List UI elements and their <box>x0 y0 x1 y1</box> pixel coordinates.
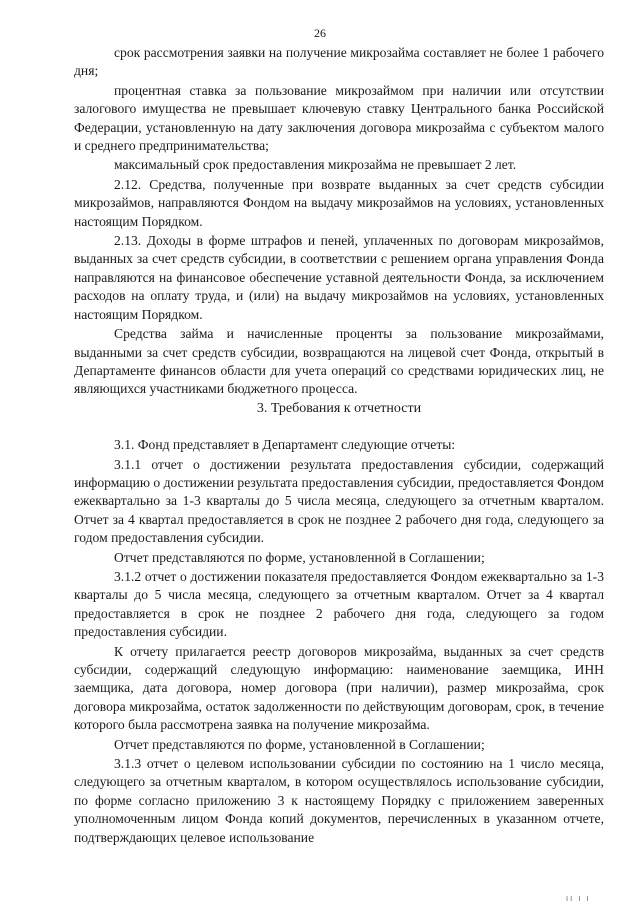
paragraph-loan-registry: К отчету прилагается реестр договоров микрозайма, выданных за счет средств субсидии, содержащий следующую информацию: наименование заемщика, ИНН заемщика, дата договора, номер договора (при наличии), размер микрозайма, срок договора микрозайма, остаток задолженности по действующим договорам, срок, в течение которого была рассмотрена заявка на получение микрозайма. <box>74 643 604 733</box>
paragraph-2-13: 2.13. Доходы в форме штрафов и пеней, уплаченных по договорам микрозаймов, выданных за счет средств субсидии, в соответствии с решением органа управления Фонда направляются на финансовое обеспечение уставной деятельности Фонда, за исключением расходов на оплату труда, и (или) на выдачу микрозаймов на условиях, установленных настоящим Порядком. <box>74 233 604 322</box>
section-heading: 3. Требования к отчетности <box>256 400 422 416</box>
paragraph-report-form-2: Отчет представляются по форме, установленной в Соглашении; <box>114 736 485 752</box>
paragraph-3-1-3: 3.1.3 отчет о целевом использовании субсидии по состоянию на 1 число месяца, следующего за отчетным кварталом, в котором осуществлялось использование субсидии, по форме согласно приложению 3 к настоящему Порядку с приложением заверенных уполномоченным лицом Фонда копий документов, перечисленных в указанном отчете, подтверждающих целевое использование <box>74 756 604 845</box>
scan-footer-mark: II I I <box>566 895 591 903</box>
paragraph-max-term: максимальный срок предоставления микрозайма не превышает 2 лет. <box>114 157 517 173</box>
paragraph-loan-review-term: срок рассмотрения заявки на получение микрозайма составляет не более 1 рабочего дня; <box>74 45 604 79</box>
paragraph-interest-rate: процентная ставка за пользование микрозаймом при наличии или отсутствии залогового имущества не превышает ключевую ставку Центрального банка Российской Федерации, установленную на дату заключения договора микрозайма с субъектом малого и среднего предпринимательства; <box>74 82 604 154</box>
paragraph-3-1: 3.1. Фонд представляет в Департамент следующие отчеты: <box>114 437 456 453</box>
page-number: 26 <box>314 26 326 40</box>
paragraph-report-form-1: Отчет представляются по форме, установленной в Соглашении; <box>114 549 485 565</box>
document-body <box>74 44 604 847</box>
paragraph-3-1-2: 3.1.2 отчет о достижении показателя предоставляется Фондом ежеквартально за 1-3 кварталы до 5 числа месяца, следующего за отчетным кварталом. Отчет за 4 квартал предоставляется в срок не позднее 2 рабочего дня года, следующего за годом предоставления субсидии. <box>74 568 604 640</box>
paragraph-2-12: 2.12. Средства, полученные при возврате выданных за счет средств субсидии микрозаймов, направляются Фондом на выдачу микрозаймов на условиях, установленных настоящим Порядком. <box>74 176 604 229</box>
paragraph-3-1-1: 3.1.1 отчет о достижении результата предоставления субсидии, содержащий информацию о достижении результата предоставления субсидии, предоставляется Фондом ежеквартально за 1-3 кварталы до 5 числа месяца, следующего за отчетным кварталом. Отчет за 4 квартал предоставляется в срок не позднее 2 рабочего дня года, следующего за годом предоставления субсидии. <box>74 456 604 546</box>
paragraph-loan-funds-return: Средства займа и начисленные проценты за пользование микрозаймами, выданными за счет средств субсидии, возвращаются на лицевой счет Фонда, открытый в Департаменте финансов области для учета операций со средствами юридических лиц, не являющихся участниками бюджетного процесса. <box>74 326 604 397</box>
